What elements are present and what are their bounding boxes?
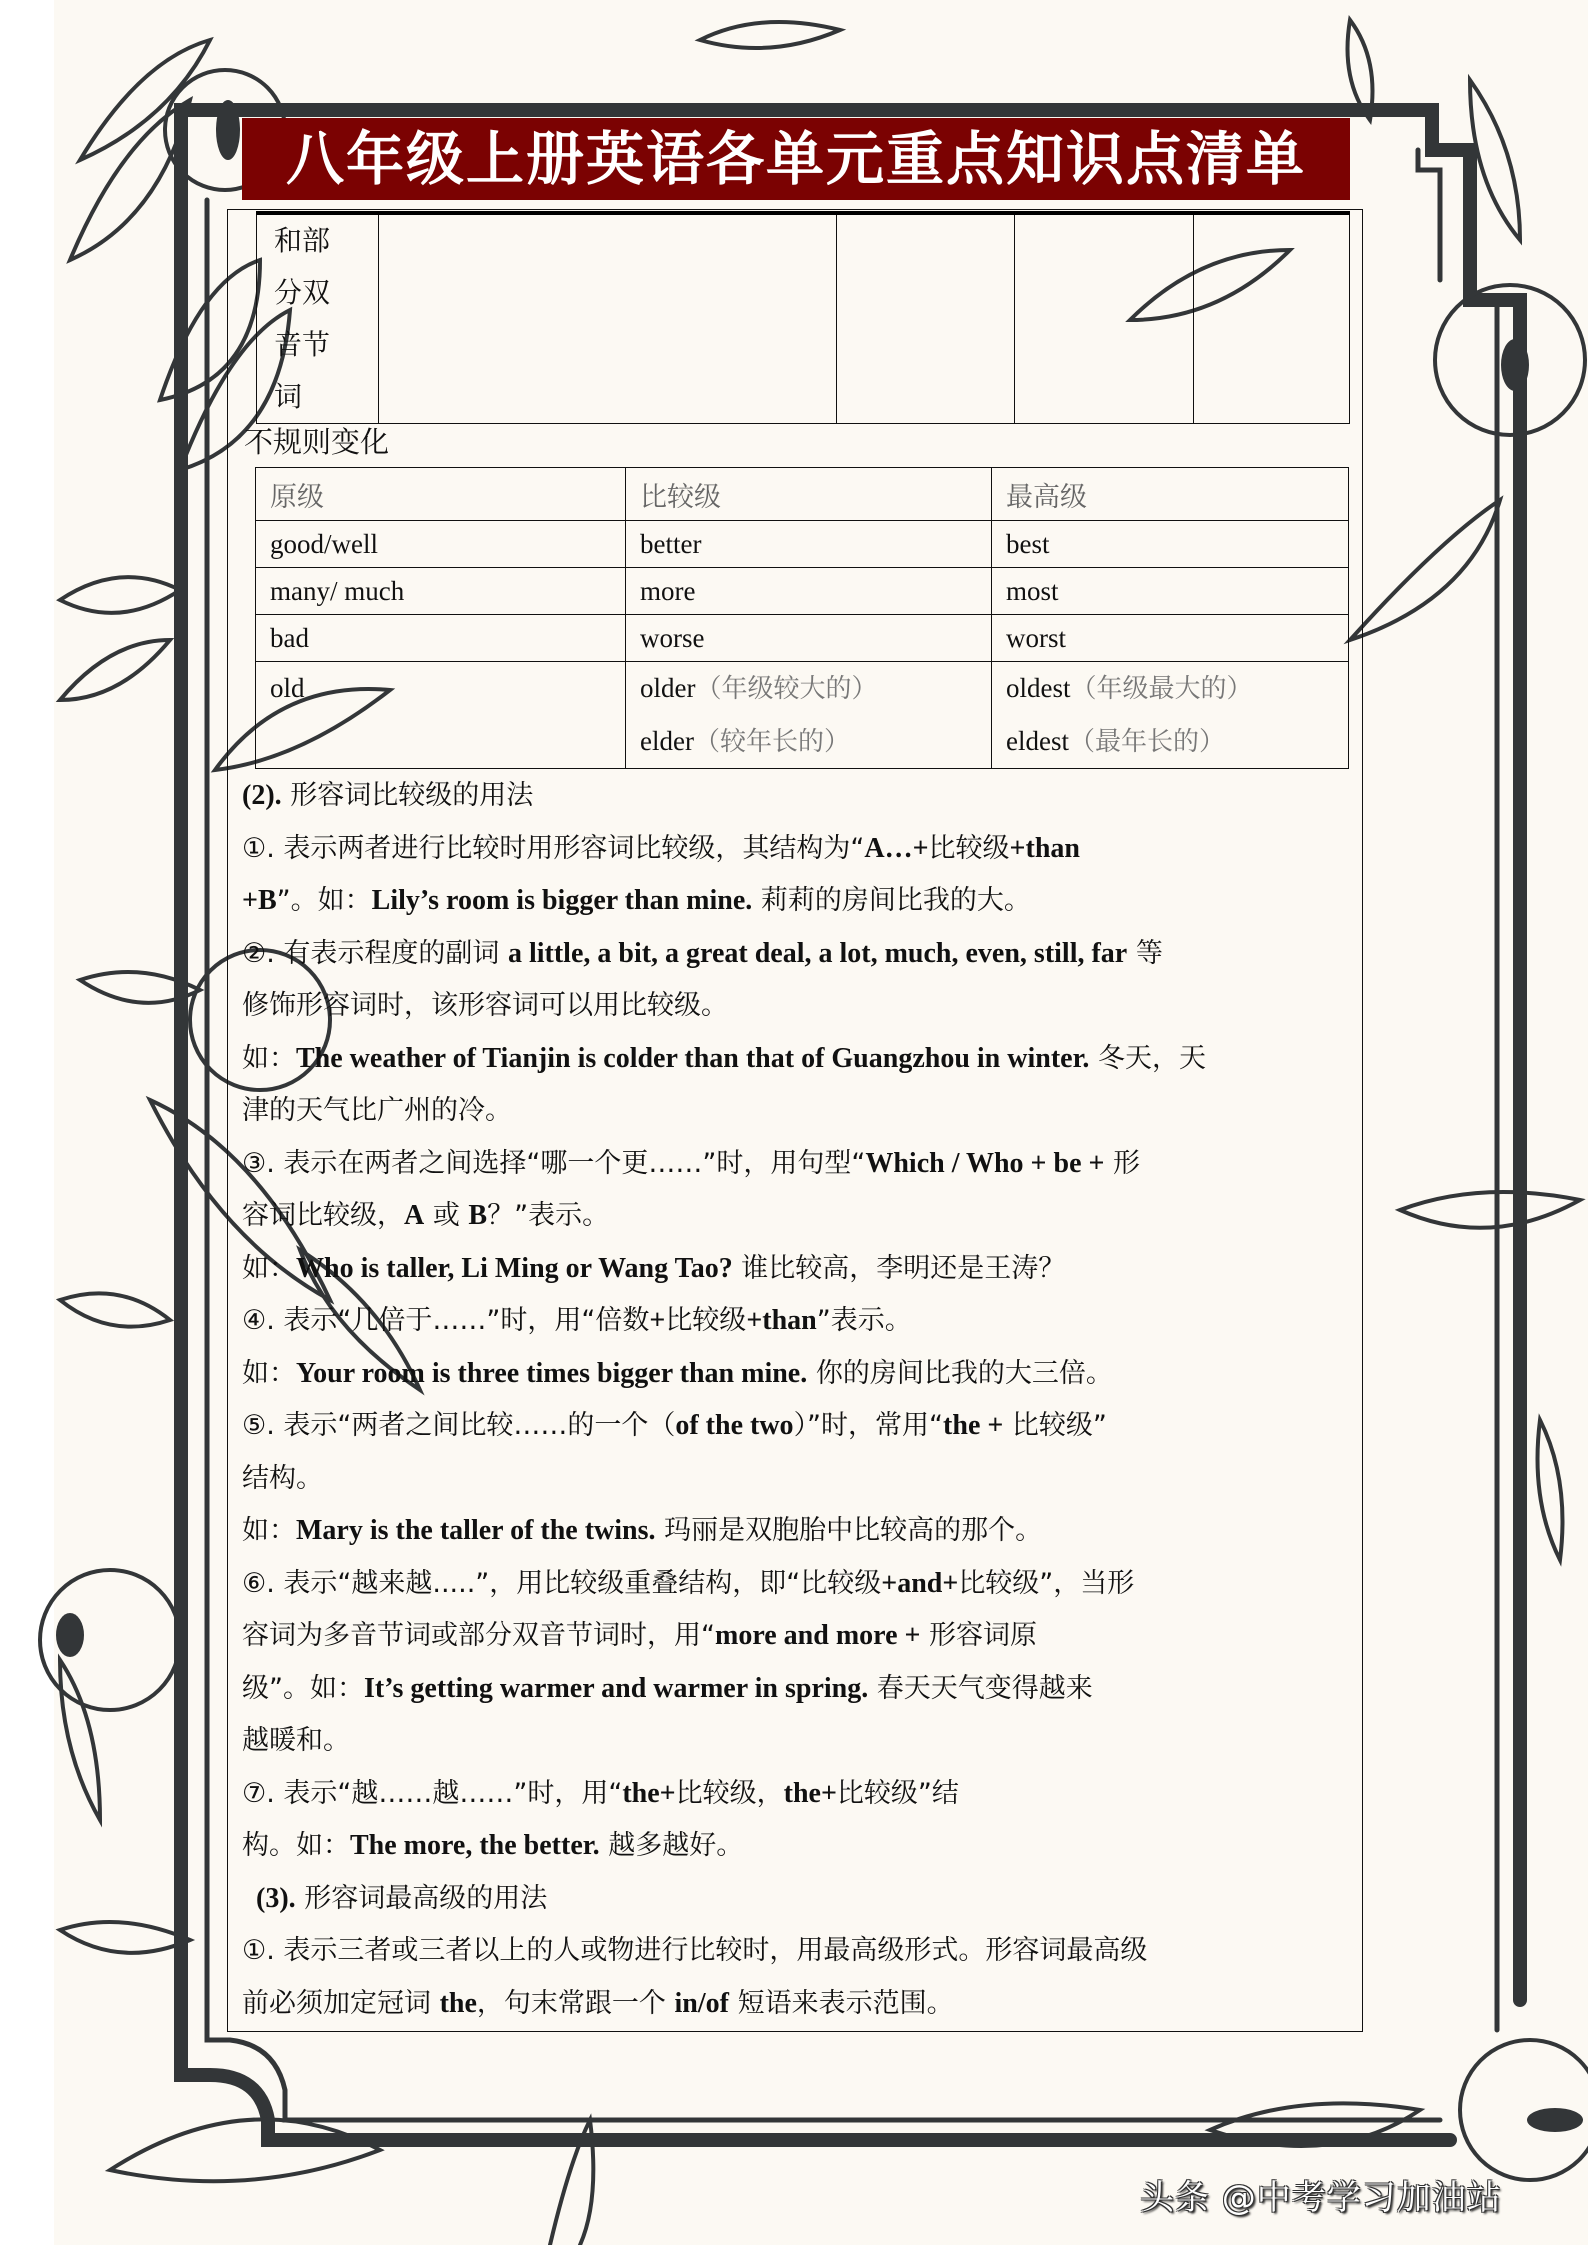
superlative-rule-1-line: 前必须加定冠词 the，句末常跟一个 in/of 短语来表示范围。 [242,1987,954,2019]
table-header-row [256,468,1349,521]
column-header: 最高级 [992,468,1349,521]
rule-7-example: 构。如：The more, the better. 越多越好。 [242,1830,744,1861]
cell-note: （年级较大的） [695,674,878,704]
rule-3-line: 容词比较级，A 或 B？”表示。 [242,1200,610,1231]
page-title: 八年级上册英语各单元重点知识点清单 [242,118,1350,200]
table-cell: worse [626,615,992,662]
section-heading: (3). 形容词最高级的用法 [256,1882,548,1914]
rule-5-line: 结构。 [242,1462,323,1494]
table-row [256,568,1349,615]
table-row [256,615,1349,662]
cell-note: （年级最大的） [1070,674,1253,704]
table-cell [992,662,1349,769]
table-cell: most [992,568,1349,615]
rule-6-line: ⑥. 表示“越来越.....”，用比较级重叠结构，即“比较级+and+比较级”，当形 [242,1567,1135,1599]
section-heading: (2). 形容词比较级的用法 [242,780,534,811]
table-cell: worst [992,615,1349,662]
table-cell: many/ much [256,568,626,615]
table-cell: old [256,662,626,769]
watermark: 头条 @中考学习加油站 [1140,2178,1502,2218]
irregular-heading: 不规则变化 [244,425,390,459]
table-cell: good/well [256,521,626,568]
table-cell [379,213,837,424]
table-cell: best [992,521,1349,568]
grammar-notes [242,770,1362,2030]
cell-word: older [640,673,696,703]
irregular-forms-table [255,467,1349,769]
table-cell: better [626,521,992,568]
table-cell [1015,213,1194,424]
rule-3-line: ③. 表示在两者之间选择“哪一个更……”时，用句型“Which / Who + be + 形 [242,1147,1141,1179]
cell-word: elder [640,726,694,756]
rule-2-line: 修饰形容词时，该形容词可以用比较级。 [242,990,728,1021]
syllable-label: 和部分双音节词 [274,224,331,413]
rule-5-line: ⑤. 表示“两者之间比较……的一个（of the two）”时，常用“the + 比较级” [242,1410,1107,1441]
superlative-rule-1-line: ①. 表示三者或三者以上的人或物进行比较时，用最高级形式。形容词最高级 [242,1935,1148,1966]
cell-note: （最年长的） [1068,727,1225,757]
cell-word: eldest [1006,726,1069,756]
rule-5-example: 如：Mary is the taller of the twins. 玛丽是双胞胎中比较高的那个。 [242,1515,1043,1546]
table-cell [837,213,1015,424]
column-header: 原级 [256,468,626,521]
rule-4-example: 如：Your room is three times bigger than mine. 你的房间比我的大三倍。 [242,1357,1113,1389]
rule-1-line: ①. 表示两者进行比较时用形容词比较级，其结构为“A…+比较级+than [242,832,1080,864]
table-row [256,662,1349,769]
rule-7-line: ⑦. 表示“越……越……”时，用“the+比较级，the+比较级”结 [242,1777,959,1809]
table-cell [1194,213,1350,424]
cell-word: oldest [1006,673,1071,703]
rule-2-example: 津的天气比广州的冷。 [242,1095,512,1126]
table-cell: more [626,568,992,615]
table-cell [626,662,992,769]
rule-6-example: 越暖和。 [242,1725,350,1756]
column-header: 比较级 [626,468,992,521]
syllable-table-fragment [256,211,1350,424]
rule-2-example: 如：The weather of Tianjin is colder than that of Guangzhou in winter. 冬天，天 [242,1042,1207,1074]
rule-1-example: +B”。如：Lily’s room is bigger than mine. 莉莉的房间比我的大。 [242,885,1031,916]
cell-note: （较年长的） [693,727,850,757]
rule-6-line: 容词为多音节词或部分双音节词时，用“more and more + 形容词原 [242,1620,1038,1651]
rule-4-line: ④. 表示“几倍于……”时，用“倍数+比较级+than”表示。 [242,1305,912,1336]
rule-3-example: 如：Who is taller, Li Ming or Wang Tao? 谁比较高，李明还是王涛？ [242,1252,1066,1284]
rule-6-example: 级”。如：It’s getting warmer and warmer in spring. 春天天气变得越来 [242,1672,1093,1704]
table-row [256,521,1349,568]
table-cell-label [257,213,379,424]
rule-2-line: ②. 有表示程度的副词 a little, a bit, a great deal, a lot, much, even, still, far 等 [242,937,1163,969]
table-cell: bad [256,615,626,662]
